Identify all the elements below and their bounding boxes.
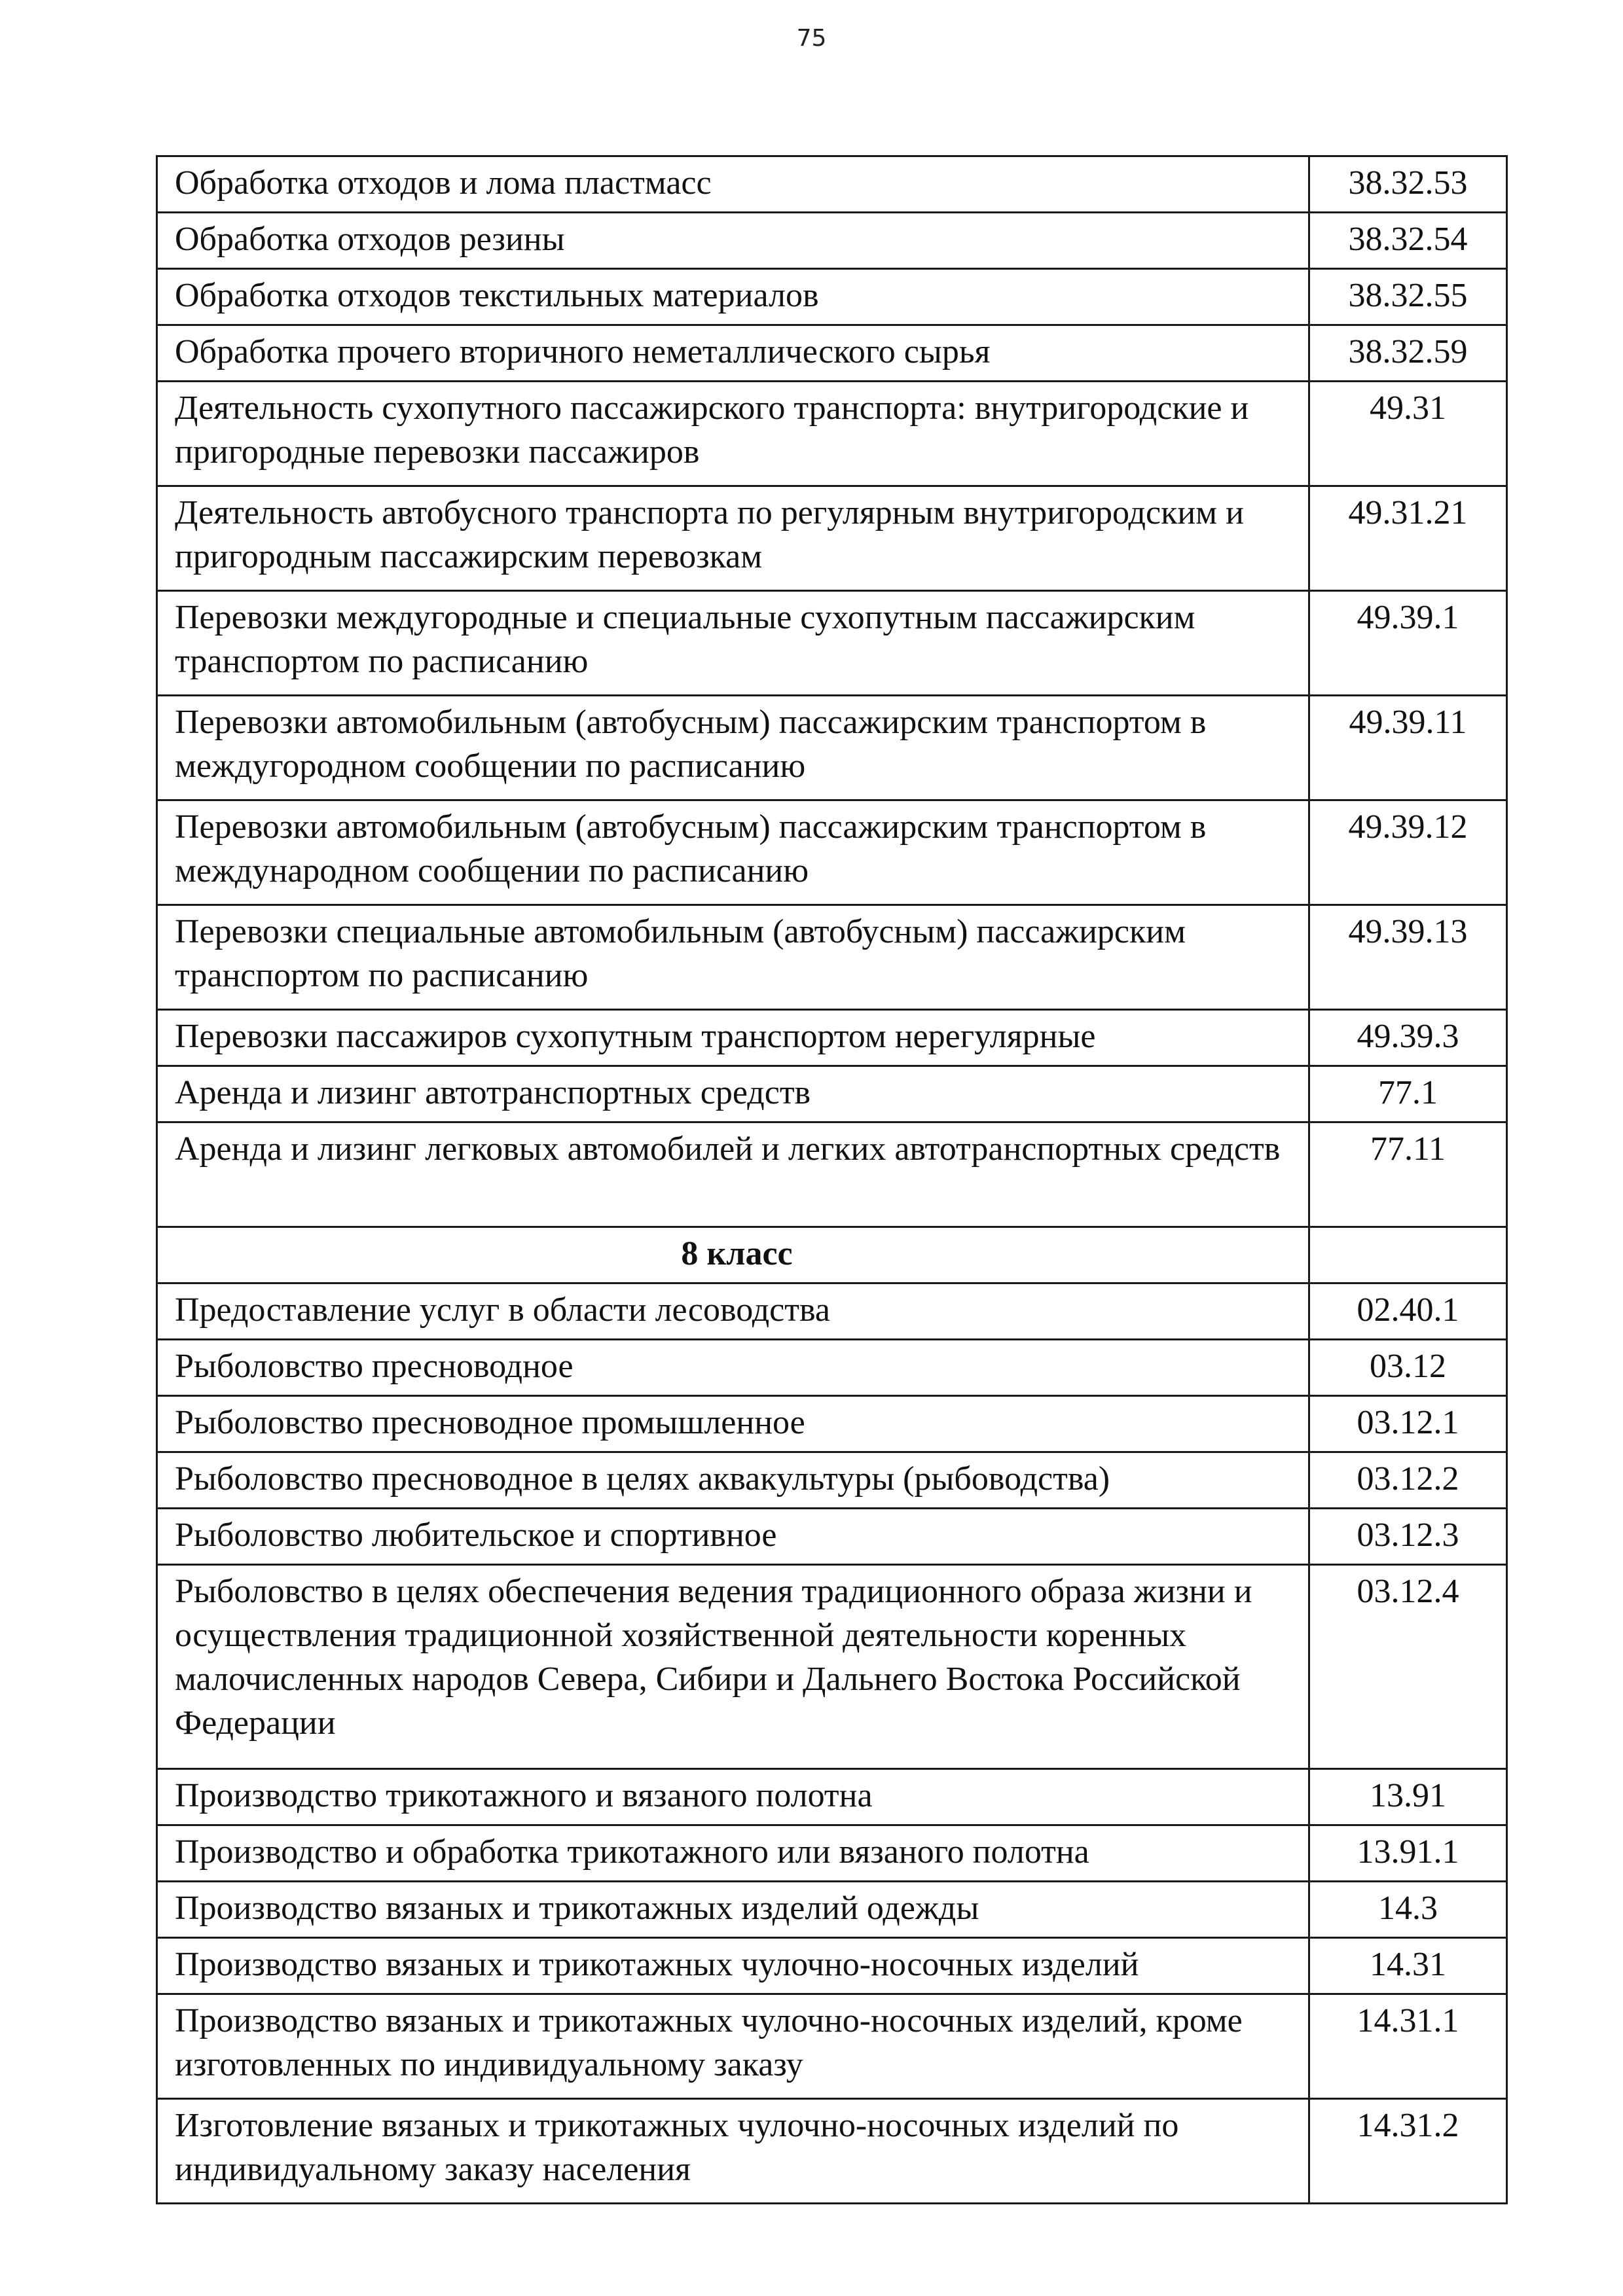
activity-name: Перевозки междугородные и специальные сухопутным пассажирским транспортом по расписанию — [157, 591, 1309, 696]
activity-name: Обработка отходов резины — [157, 213, 1309, 269]
okved-code: 49.39.12 — [1309, 800, 1507, 905]
table-row — [157, 382, 1507, 486]
table-row — [157, 1010, 1507, 1066]
activity-name: Обработка отходов текстильных материалов — [157, 269, 1309, 325]
okved-code: 03.12.2 — [1309, 1452, 1507, 1509]
okved-code: 77.11 — [1309, 1122, 1507, 1227]
table-row — [157, 1994, 1507, 2099]
okved-code: 03.12.3 — [1309, 1509, 1507, 1565]
activity-name: Производство и обработка трикотажного или вязаного полотна — [157, 1825, 1309, 1882]
table-row — [157, 1882, 1507, 1938]
activity-name: Обработка прочего вторичного неметаллического сырья — [157, 325, 1309, 382]
okved-code: 14.31.1 — [1309, 1994, 1507, 2099]
table-row — [157, 696, 1507, 800]
page-number: 75 — [796, 25, 827, 52]
table-row — [157, 591, 1507, 696]
okved-code: 49.39.13 — [1309, 905, 1507, 1010]
okved-code: 49.31 — [1309, 382, 1507, 486]
activity-name: Изготовление вязаных и трикотажных чулочно-носочных изделий по индивидуальному заказу населения — [157, 2099, 1309, 2204]
okved-table — [156, 155, 1508, 2204]
activity-name: Деятельность автобусного транспорта по регулярным внутригородским и пригородным пассажирским перевозкам — [157, 486, 1309, 591]
okved-code: 14.31.2 — [1309, 2099, 1507, 2204]
activity-name: Рыболовство пресноводное в целях аквакультуры (рыбоводства) — [157, 1452, 1309, 1509]
empty-code-cell — [1309, 1227, 1507, 1283]
okved-code: 38.32.59 — [1309, 325, 1507, 382]
okved-code: 38.32.54 — [1309, 213, 1507, 269]
okved-code: 38.32.53 — [1309, 156, 1507, 213]
activity-name: Рыболовство пресноводное — [157, 1340, 1309, 1396]
table-row — [157, 156, 1507, 213]
table-row — [157, 1340, 1507, 1396]
table-row — [157, 269, 1507, 325]
table-row — [157, 1825, 1507, 1882]
okved-code: 03.12.1 — [1309, 1396, 1507, 1452]
table-row — [157, 1452, 1507, 1509]
table-row — [157, 1565, 1507, 1769]
okved-code: 02.40.1 — [1309, 1283, 1507, 1340]
okved-code: 49.31.21 — [1309, 486, 1507, 591]
table-row — [157, 1509, 1507, 1565]
activity-name: Деятельность сухопутного пассажирского транспорта: внутригородские и пригородные перевозки пассажиров — [157, 382, 1309, 486]
section-title: 8 класс — [157, 1227, 1309, 1283]
table-row — [157, 1769, 1507, 1825]
activity-name: Производство вязаных и трикотажных чулочно-носочных изделий — [157, 1938, 1309, 1994]
okved-code: 49.39.3 — [1309, 1010, 1507, 1066]
okved-code: 13.91.1 — [1309, 1825, 1507, 1882]
table-row — [157, 1122, 1507, 1227]
activity-name: Рыболовство пресноводное промышленное — [157, 1396, 1309, 1452]
activity-name: Предоставление услуг в области лесоводства — [157, 1283, 1309, 1340]
activity-name: Обработка отходов и лома пластмасс — [157, 156, 1309, 213]
activity-name: Производство вязаных и трикотажных чулочно-носочных изделий, кроме изготовленных по индивидуальному заказу — [157, 1994, 1309, 2099]
table-row — [157, 1938, 1507, 1994]
activity-name: Перевозки специальные автомобильным (автобусным) пассажирским транспортом по расписанию — [157, 905, 1309, 1010]
activity-name: Производство трикотажного и вязаного полотна — [157, 1769, 1309, 1825]
okved-code: 03.12.4 — [1309, 1565, 1507, 1769]
activity-name: Перевозки автомобильным (автобусным) пассажирским транспортом в междугородном сообщении по расписанию — [157, 696, 1309, 800]
table-row — [157, 905, 1507, 1010]
table-row — [157, 1066, 1507, 1122]
table-row — [157, 325, 1507, 382]
section-header-row — [157, 1227, 1507, 1283]
okved-code: 49.39.11 — [1309, 696, 1507, 800]
okved-code: 49.39.1 — [1309, 591, 1507, 696]
table-row — [157, 213, 1507, 269]
okved-code: 38.32.55 — [1309, 269, 1507, 325]
okved-code: 14.31 — [1309, 1938, 1507, 1994]
activity-name: Перевозки автомобильным (автобусным) пассажирским транспортом в международном сообщении по расписанию — [157, 800, 1309, 905]
table-row — [157, 1396, 1507, 1452]
okved-code: 13.91 — [1309, 1769, 1507, 1825]
okved-code: 03.12 — [1309, 1340, 1507, 1396]
activity-name: Рыболовство любительское и спортивное — [157, 1509, 1309, 1565]
activity-name: Аренда и лизинг автотранспортных средств — [157, 1066, 1309, 1122]
table-row — [157, 2099, 1507, 2204]
activity-name: Перевозки пассажиров сухопутным транспортом нерегулярные — [157, 1010, 1309, 1066]
table-row — [157, 1283, 1507, 1340]
okved-code: 77.1 — [1309, 1066, 1507, 1122]
okved-code: 14.3 — [1309, 1882, 1507, 1938]
activity-name: Производство вязаных и трикотажных изделий одежды — [157, 1882, 1309, 1938]
activity-name: Рыболовство в целях обеспечения ведения традиционного образа жизни и осуществления традиционной хозяйственной деятельности коренных малочисленных народов Севера, Сибири и Дальнего Востока Российской Федерации — [157, 1565, 1309, 1769]
table-row — [157, 800, 1507, 905]
table-row — [157, 486, 1507, 591]
activity-name: Аренда и лизинг легковых автомобилей и легких автотранспортных средств — [157, 1122, 1309, 1227]
